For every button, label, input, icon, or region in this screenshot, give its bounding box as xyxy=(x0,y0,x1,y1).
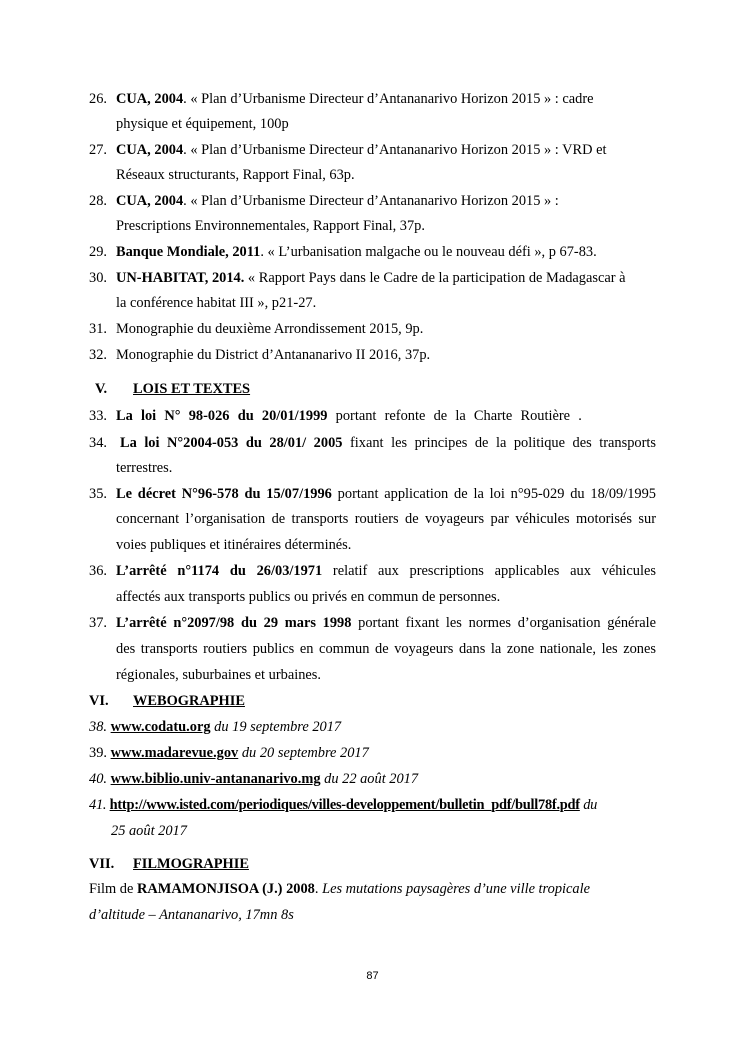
film-author: RAMAMONJISOA (J.) 2008 xyxy=(136,881,315,897)
section-number: VI. xyxy=(89,693,109,709)
ref-text: . « Plan d’Urbanisme Directeur d’Antananarivo Horizon 2015 » : cadre xyxy=(183,91,594,107)
film-title-cont: d’altitude – Antananarivo, 17mn 8s xyxy=(89,907,294,923)
web-link-isted[interactable]: http://www.isted.com/periodiques/villes-developpement/bulletin_pdf/bull78f.pdf xyxy=(109,797,580,813)
film-title: Les mutations paysagères d’une ville tropicale xyxy=(322,881,590,897)
reference-entry xyxy=(116,407,582,425)
reference-entry xyxy=(116,90,594,108)
ref-text-cont: la conférence habitat III », p21-27. xyxy=(116,295,317,311)
ref-author: UN-HABITAT, 2014. xyxy=(116,270,245,286)
ref-text-cont: terrestres. xyxy=(116,460,173,476)
ref-number: 40. xyxy=(89,771,107,787)
ref-number: 28. xyxy=(89,193,107,209)
access-date-cont: 25 août 2017 xyxy=(111,823,187,839)
ref-title: La loi N°2004-053 du 28/01/ 2005 xyxy=(120,435,343,451)
web-link-codatu[interactable]: www.codatu.org xyxy=(110,719,211,735)
ref-text: portant fixant les normes d’organisation générale xyxy=(351,615,657,631)
web-entry xyxy=(89,718,341,736)
ref-number: 26. xyxy=(89,91,107,107)
reference-entry xyxy=(116,485,656,503)
ref-number: 30. xyxy=(89,270,107,286)
ref-number: 36. xyxy=(89,563,107,579)
reference-entry xyxy=(116,562,656,580)
web-link-biblio[interactable]: www.biblio.univ-antananarivo.mg xyxy=(110,771,321,787)
ref-text: . « Plan d’Urbanisme Directeur d’Antananarivo Horizon 2015 » : VRD et xyxy=(183,142,607,158)
ref-text: relatif aux prescriptions applicables aux véhicules xyxy=(322,563,656,579)
ref-text-cont: physique et équipement, 100p xyxy=(116,116,289,132)
reference-entry: Monographie du deuxième Arrondissement 2015, 9p. xyxy=(116,321,424,337)
ref-number: 39. xyxy=(89,745,107,761)
ref-text: portant application de la loi n°95-029 du 18/09/1995 xyxy=(331,486,656,502)
section-number: V. xyxy=(95,381,108,397)
section-number: VII. xyxy=(89,856,115,872)
ref-number: 41. xyxy=(89,797,107,813)
reference-entry xyxy=(116,614,656,632)
ref-number: 37. xyxy=(89,615,107,631)
ref-number: 27. xyxy=(89,142,107,158)
reference-entry: Monographie du District d’Antananarivo II 2016, 37p. xyxy=(116,347,431,363)
ref-text: fixant les principes de la politique des transports xyxy=(342,435,656,451)
ref-text-cont: voies publiques et itinéraires déterminés. xyxy=(116,537,352,553)
reference-entry xyxy=(116,192,559,210)
ref-title: L’arrêté n°2097/98 du 29 mars 1998 xyxy=(116,615,352,631)
ref-title: L’arrêté n°1174 du 26/03/1971 xyxy=(116,563,323,579)
ref-number: 34. xyxy=(89,435,107,451)
ref-text: . « Plan d’Urbanisme Directeur d’Antananarivo Horizon 2015 » : xyxy=(183,193,559,209)
ref-author: CUA, 2004 xyxy=(116,91,184,107)
web-entry xyxy=(89,744,369,762)
film-sep: . xyxy=(314,881,323,897)
ref-text-cont: Réseaux structurants, Rapport Final, 63p. xyxy=(116,167,355,183)
ref-text-cont: Prescriptions Environnementales, Rapport Final, 37p. xyxy=(116,218,425,234)
page-number: 87 xyxy=(366,970,379,982)
access-date: du 20 septembre 2017 xyxy=(238,745,369,761)
section-title: LOIS ET TEXTES xyxy=(133,381,251,397)
web-link-madarevue[interactable]: www.madarevue.gov xyxy=(110,745,239,761)
ref-title: La loi N° 98-026 du 20/01/1999 xyxy=(116,408,328,424)
web-entry xyxy=(89,796,597,814)
film-entry xyxy=(89,880,590,898)
reference-entry xyxy=(120,434,656,452)
film-prefix: Film de xyxy=(89,881,137,897)
ref-number: 29. xyxy=(89,244,107,260)
access-date: du xyxy=(579,797,598,813)
ref-text-cont: affectés aux transports publics ou privés en commun de personnes. xyxy=(116,589,501,605)
reference-entry xyxy=(116,243,597,261)
ref-text: « Rapport Pays dans le Cadre de la participation de Madagascar à xyxy=(244,270,626,286)
web-entry xyxy=(89,770,418,788)
section-title: WEBOGRAPHIE xyxy=(133,693,245,709)
ref-number: 33. xyxy=(89,408,107,424)
ref-author: CUA, 2004 xyxy=(116,193,184,209)
ref-text-cont: régionales, suburbaines et urbaines. xyxy=(116,667,322,683)
access-date: du 22 août 2017 xyxy=(320,771,419,787)
ref-text: portant refonte de la Charte Routière . xyxy=(327,408,582,424)
reference-entry xyxy=(116,269,626,287)
ref-author: CUA, 2004 xyxy=(116,142,184,158)
ref-text-cont: concernant l’organisation de transports routiers de voyageurs par véhicules motorisés sur xyxy=(116,511,656,527)
ref-text-cont: des transports routiers publics en commun de voyageurs dans la zone nationale, les zones xyxy=(116,641,656,657)
ref-number: 38. xyxy=(89,719,107,735)
ref-title: Le décret N°96-578 du 15/07/1996 xyxy=(116,486,332,502)
reference-entry xyxy=(116,141,607,159)
ref-text: . « L’urbanisation malgache ou le nouveau défi », p 67-83. xyxy=(260,244,597,260)
section-title: FILMOGRAPHIE xyxy=(133,856,249,872)
ref-author: Banque Mondiale, 2011 xyxy=(116,244,261,260)
ref-number: 32. xyxy=(89,347,107,363)
access-date: du 19 septembre 2017 xyxy=(210,719,342,735)
ref-number: 31. xyxy=(89,321,107,337)
ref-number: 35. xyxy=(89,486,107,502)
